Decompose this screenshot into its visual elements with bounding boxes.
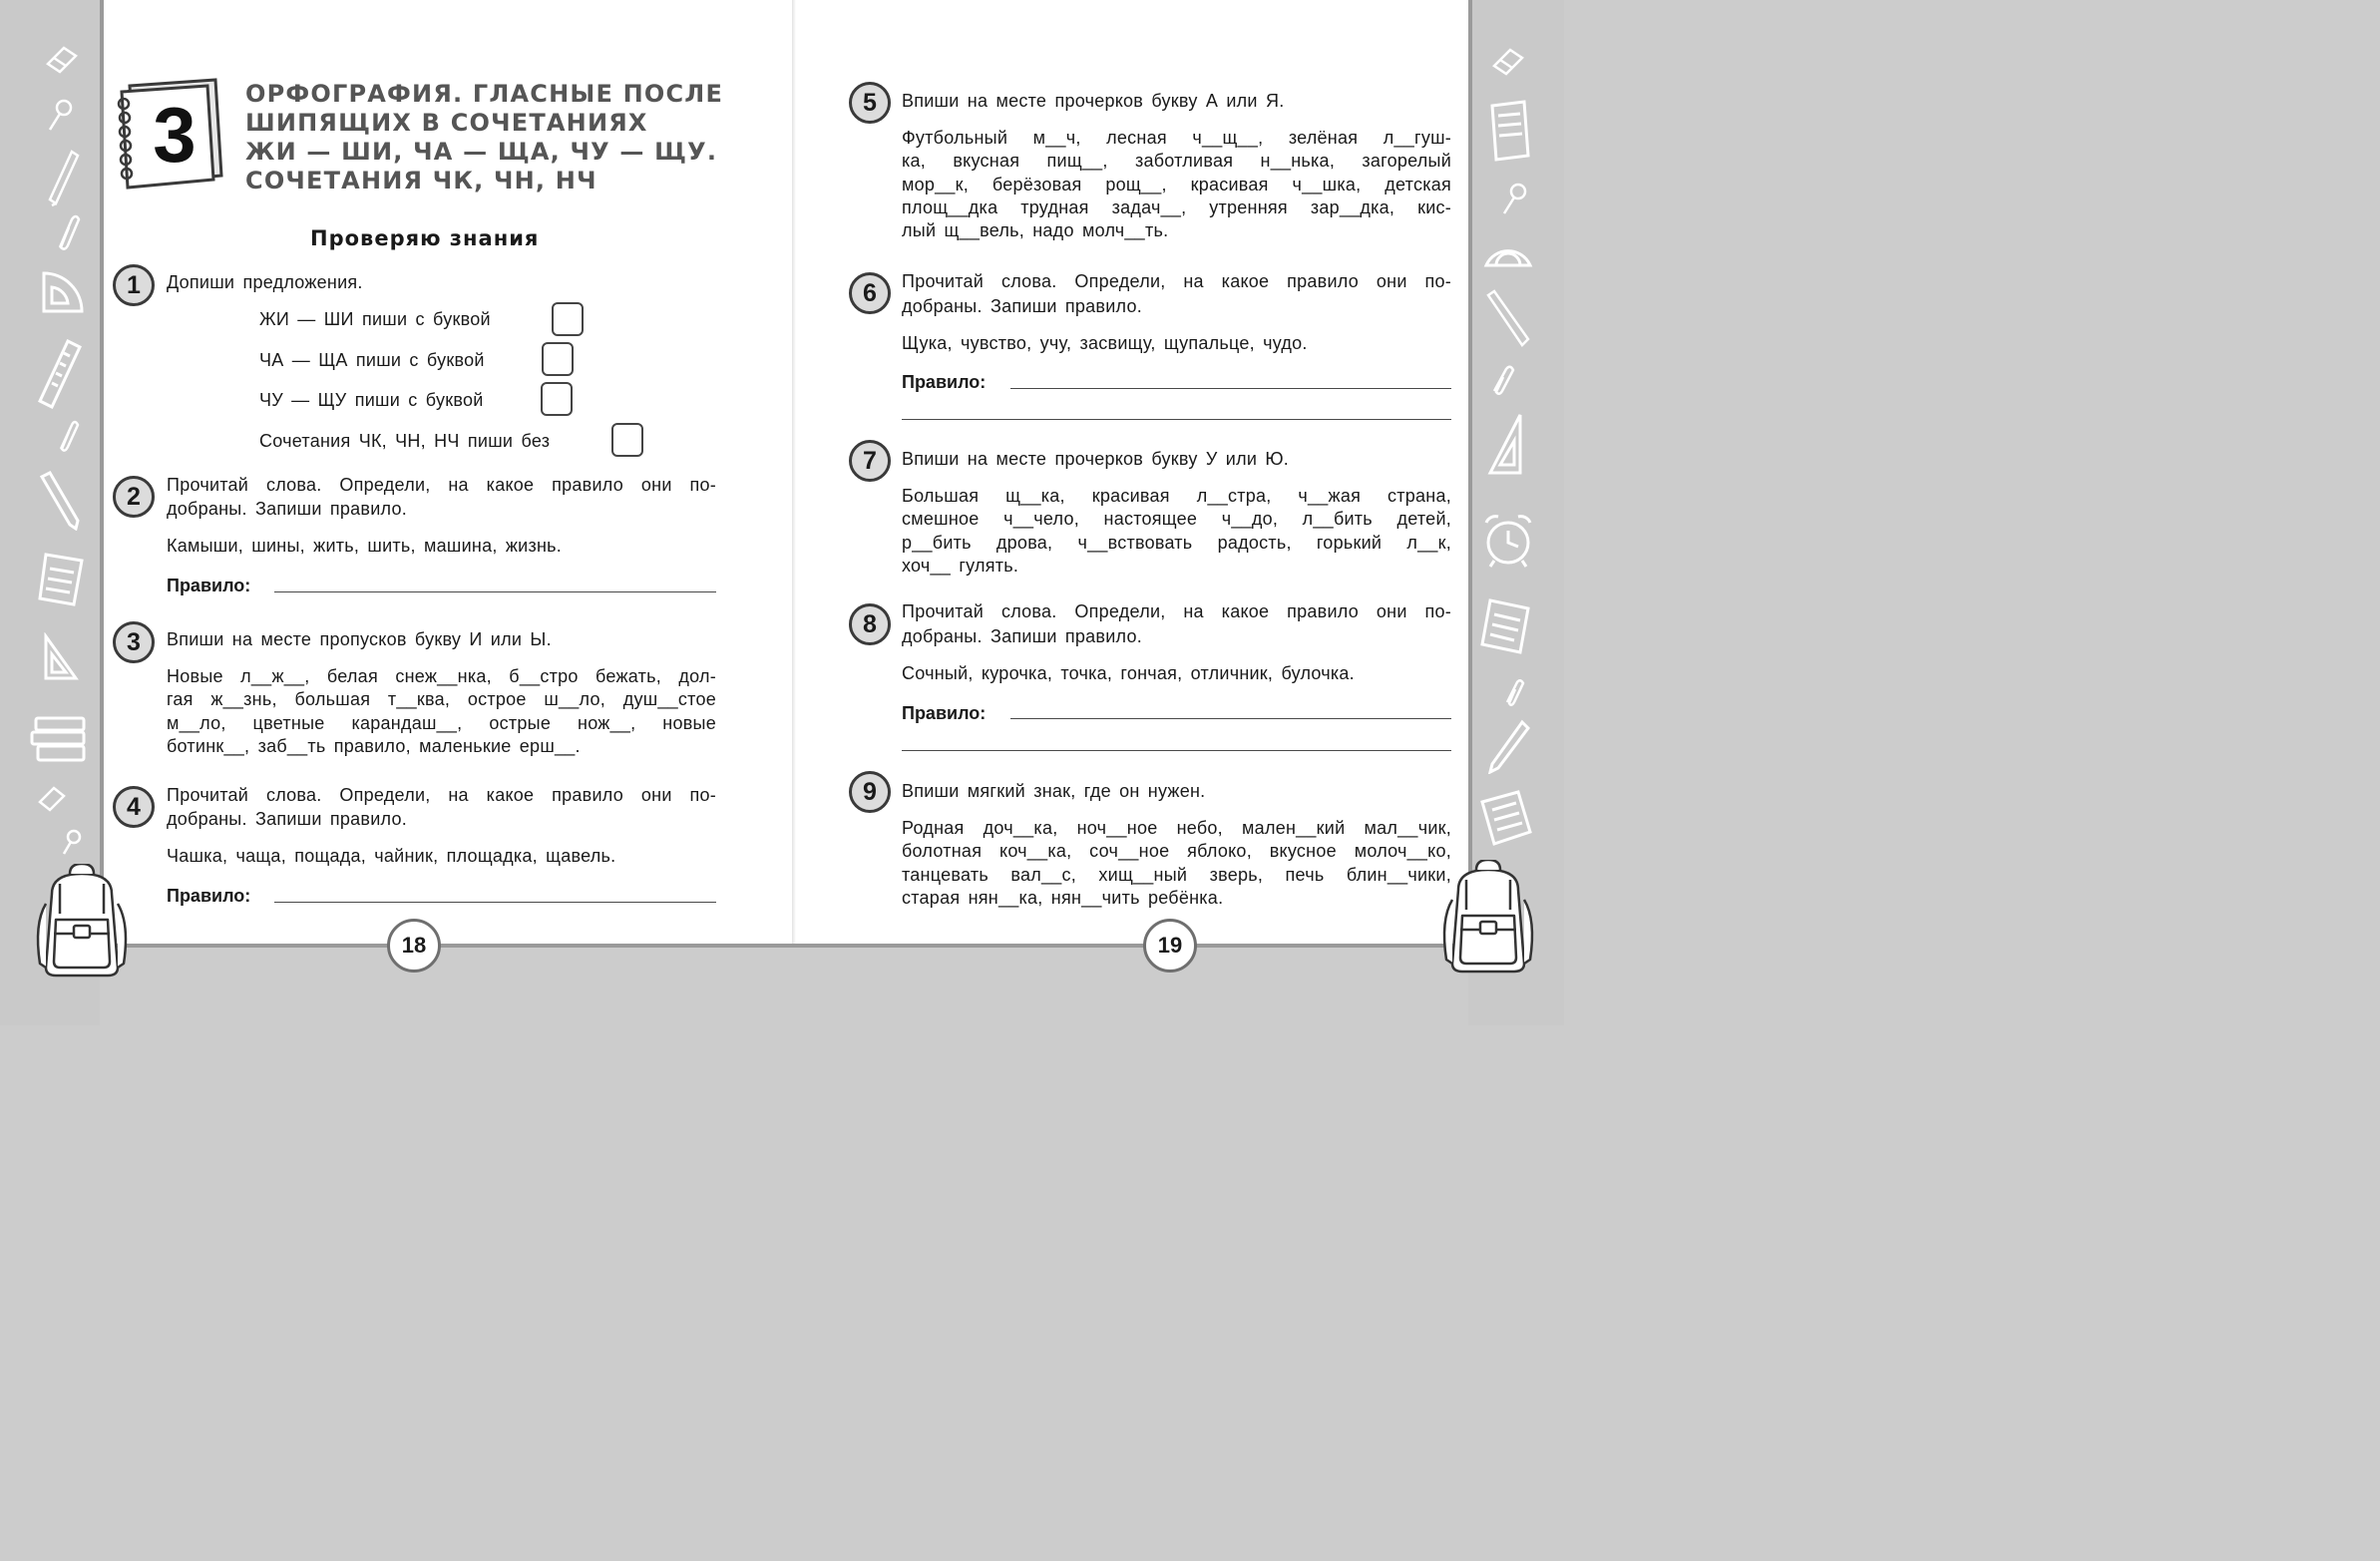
task-1-item: ЖИ — ШИ пиши с буквой <box>259 309 491 329</box>
pencil-icon <box>38 471 82 531</box>
task-6-words: Щука, чувство, учу, засвищу, щупальце, чудо. <box>902 333 1308 353</box>
task-4-prompt-line: Прочитай слова. Определи, на какое правило они по- <box>167 785 716 805</box>
task-7-text-line: Большая щ__ка, красивая л__стра, ч__жая страна, <box>902 486 1451 506</box>
task-2-words: Камыши, шины, жить, шить, машина, жизнь. <box>167 536 563 556</box>
answer-line[interactable] <box>902 419 1451 420</box>
task-5-text-line: лый щ__вель, надо молч__ть. <box>902 220 1169 240</box>
task-3-text-line: м__ло, цветные карандаш__, острые нож__, новые <box>167 713 716 733</box>
task-5-text-line: Футбольный м__ч, лесная ч__щ__, зелёная л__гуш- <box>902 128 1451 148</box>
task-7-prompt: Впиши на месте прочерков букву У или Ю. <box>902 449 1290 469</box>
paperclip-icon <box>1488 365 1518 397</box>
section-subtitle: Проверяю знания <box>310 226 540 250</box>
task-5-text-line: мор__к, берёзовая рощ__, красивая ч__шка, детская <box>902 175 1451 195</box>
answer-line[interactable] <box>1010 718 1451 719</box>
task-5-prompt: Впиши на месте прочерков букву А или Я. <box>902 91 1285 111</box>
answer-box[interactable] <box>552 302 584 336</box>
pen-icon <box>1484 289 1532 349</box>
answer-box[interactable] <box>541 382 573 416</box>
protractor-icon <box>1482 221 1534 269</box>
notepad-icon <box>1480 596 1532 656</box>
set-square-icon <box>1486 411 1526 477</box>
eraser-icon <box>36 784 66 812</box>
paperclip-icon <box>52 213 82 253</box>
protractor-icon <box>38 267 88 317</box>
page-number-left: 18 <box>387 919 441 973</box>
task-2-prompt-line: Прочитай слова. Определи, на какое правило они по- <box>167 475 716 495</box>
task-9-text-line: Родная доч__ка, ноч__ное небо, мален__кий мал__чик, <box>902 818 1451 838</box>
task-3-text-line: ботинк__, заб__ть правило, маленькие ерш__. <box>167 736 581 756</box>
backpack-icon <box>30 864 134 981</box>
paperclip-icon <box>54 419 80 455</box>
pushpin-icon <box>60 828 86 858</box>
notepad-icon <box>36 551 86 608</box>
answer-line[interactable] <box>1010 388 1451 389</box>
rule-label: Правило: <box>902 372 987 392</box>
task-6-prompt-line: Прочитай слова. Определи, на какое правило они по- <box>902 271 1451 291</box>
section-number: 3 <box>153 91 197 179</box>
answer-line[interactable] <box>902 750 1451 751</box>
pen-icon <box>44 148 80 207</box>
title-line: ОРФОГРАФИЯ. ГЛАСНЫЕ ПОСЛЕ <box>245 80 724 108</box>
pushpin-icon <box>46 98 76 134</box>
task-9-prompt: Впиши мягкий знак, где он нужен. <box>902 781 1206 801</box>
task-7-text-line: хоч__ гулять. <box>902 556 1019 576</box>
task-7-text-line: смешное ч__чело, настоящее ч__до, л__бить детей, <box>902 509 1451 529</box>
notepad-icon <box>1478 788 1534 848</box>
ruler-icon <box>38 339 82 409</box>
answer-line[interactable] <box>274 591 716 592</box>
backpack-icon <box>1436 860 1540 977</box>
alarm-clock-icon <box>1480 511 1536 571</box>
set-square-icon <box>40 632 80 682</box>
page-bottom-edge <box>100 944 1468 948</box>
page-number-right: 19 <box>1143 919 1197 973</box>
task-number-badge: 7 <box>849 440 891 482</box>
task-6-prompt-line: добраны. Запиши правило. <box>902 296 1143 316</box>
task-1-item: ЧУ — ЩУ пиши с буквой <box>259 390 484 410</box>
task-3-prompt: Впиши на месте пропусков букву И или Ы. <box>167 629 552 649</box>
pushpin-icon <box>1500 182 1530 217</box>
task-3-text-line: Новые л__ж__, белая снеж__нка, б__стро бежать, дол- <box>167 666 716 686</box>
answer-box[interactable] <box>542 342 574 376</box>
answer-line[interactable] <box>274 902 716 903</box>
task-5-text-line: ка, вкусная пищ__, заботливая н__нька, загорелый <box>902 151 1451 171</box>
title-line: ШИПЯЩИХ В СОЧЕТАНИЯХ <box>245 109 648 137</box>
page-gutter <box>792 0 796 948</box>
eraser-icon <box>1490 46 1526 78</box>
rule-label: Правило: <box>167 886 251 906</box>
task-2-prompt-line: добраны. Запиши правило. <box>167 499 408 519</box>
section-badge <box>112 78 223 190</box>
task-7-text-line: р__бить дрова, ч__вствовать радость, горький л__к, <box>902 533 1451 553</box>
task-1-item: ЧА — ЩА пиши с буквой <box>259 350 485 370</box>
title-line: СОЧЕТАНИЯ ЧК, ЧН, НЧ <box>245 167 597 195</box>
task-8-words: Сочный, курочка, точка, гончая, отличник, булочка. <box>902 663 1355 683</box>
task-9-text-line: болотная коч__ка, соч__ное яблоко, вкусное молоч__ко, <box>902 841 1451 861</box>
task-1-prompt: Допиши предложения. <box>167 272 363 292</box>
task-number-badge: 2 <box>113 476 155 518</box>
task-number-badge: 5 <box>849 82 891 124</box>
task-8-prompt-line: Прочитай слова. Определи, на какое правило они по- <box>902 601 1451 621</box>
books-icon <box>30 712 90 764</box>
task-3-text-line: гая ж__знь, большая т__ква, острое ш__ло, душ__стое <box>167 689 716 709</box>
task-number-badge: 9 <box>849 771 891 813</box>
task-4-words: Чашка, чаща, пощада, чайник, площадка, щавель. <box>167 846 616 866</box>
task-9-text-line: старая нян__ка, нян__чить ребёнка. <box>902 888 1224 908</box>
task-number-badge: 3 <box>113 621 155 663</box>
task-5-text-line: площ__дка трудная задач__, утренняя зар__дка, кис- <box>902 197 1451 217</box>
answer-box[interactable] <box>611 423 643 457</box>
eraser-icon <box>44 44 80 74</box>
paperclip-icon <box>1502 678 1526 708</box>
task-number-badge: 6 <box>849 272 891 314</box>
task-number-badge: 1 <box>113 264 155 306</box>
task-number-badge: 8 <box>849 603 891 645</box>
rule-label: Правило: <box>902 703 987 723</box>
task-1-item: Сочетания ЧК, ЧН, НЧ пиши без <box>259 431 551 451</box>
task-number-badge: 4 <box>113 786 155 828</box>
chapter-title <box>245 80 723 195</box>
title-line: ЖИ — ШИ, ЧА — ЩА, ЧУ — ЩУ. <box>245 138 718 166</box>
rule-label: Правило: <box>167 576 251 595</box>
task-8-prompt-line: добраны. Запиши правило. <box>902 626 1143 646</box>
task-9-text-line: танцевать вал__с, хищ__ный зверь, печь блин__чики, <box>902 865 1451 885</box>
task-4-prompt-line: добраны. Запиши правило. <box>167 809 408 829</box>
pencil-icon <box>1486 718 1530 774</box>
notepad-icon <box>1486 100 1532 164</box>
